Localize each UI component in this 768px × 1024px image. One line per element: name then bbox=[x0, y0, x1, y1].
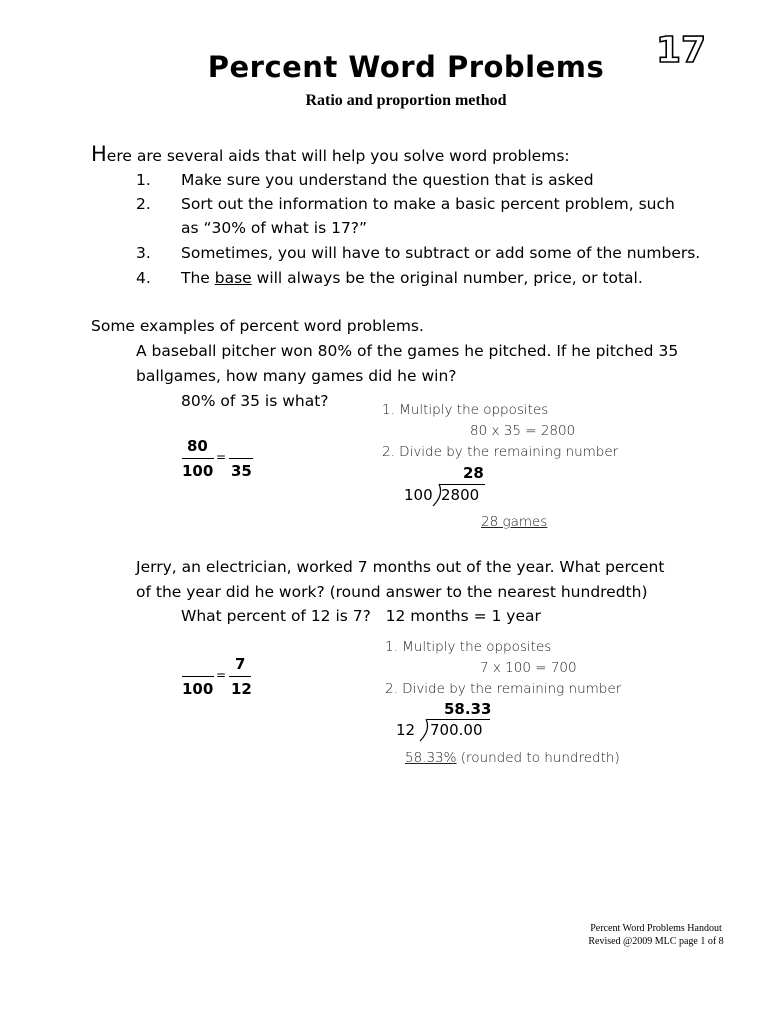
aid-underlined-word: base bbox=[214, 269, 252, 287]
answer bbox=[405, 750, 620, 766]
fraction-numerator: 80 bbox=[187, 437, 208, 455]
problem-question: 80% of 35 is what? bbox=[181, 392, 329, 410]
division-divisor: 100 bbox=[404, 486, 433, 504]
division-bracket bbox=[419, 718, 429, 742]
fraction-numerator: 7 bbox=[235, 655, 246, 673]
problem-line: ballgames, how many games did he win? bbox=[136, 367, 457, 385]
aid-number: 4. bbox=[136, 269, 151, 287]
examples-heading: Some examples of percent word problems. bbox=[91, 317, 424, 335]
problem-question: What percent of 12 is 7? 12 months = 1 year bbox=[181, 607, 541, 625]
page-title: Percent Word Problems bbox=[207, 50, 605, 84]
aid-number: 1. bbox=[136, 171, 151, 189]
fraction-bar bbox=[182, 458, 214, 459]
work-calculation: 80 x 35 = 2800 bbox=[470, 423, 576, 439]
division-quotient: 58.33 bbox=[444, 700, 492, 718]
fraction-denominator: 12 bbox=[231, 680, 252, 698]
aid-text-post: will always be the original number, price, or total. bbox=[251, 269, 643, 287]
answer-note: (rounded to hundredth) bbox=[456, 750, 620, 766]
problem-line: of the year did he work? (round answer to the nearest hundredth) bbox=[136, 583, 648, 601]
division-divisor: 12 bbox=[396, 721, 416, 739]
intro-drop-letter: H bbox=[91, 142, 107, 166]
intro-text bbox=[91, 142, 570, 166]
aid-text: Make sure you understand the question that is asked bbox=[181, 171, 594, 189]
aid-text: Sort out the information to make a basic percent problem, such bbox=[181, 195, 675, 213]
aid-text: Sometimes, you will have to subtract or add some of the numbers. bbox=[181, 244, 701, 262]
answer: 28 games bbox=[481, 514, 548, 530]
footer-revision: Revised @2009 MLC page 1 of 8 bbox=[588, 936, 724, 947]
aid-number: 2. bbox=[136, 195, 151, 213]
equals-sign: = bbox=[216, 668, 227, 682]
fraction-bar bbox=[182, 676, 214, 677]
intro-rest: ere are several aids that will help you solve word problems: bbox=[106, 147, 570, 165]
fraction-bar bbox=[229, 458, 253, 459]
fraction-denominator: 35 bbox=[231, 462, 252, 480]
page-number-badge: 17 bbox=[656, 30, 707, 71]
work-step: 2. Divide by the remaining number bbox=[385, 681, 622, 697]
aid-number: 3. bbox=[136, 244, 151, 262]
answer-value: 58.33% bbox=[405, 750, 457, 766]
work-calculation: 7 x 100 = 700 bbox=[480, 660, 577, 676]
work-step: 2. Divide by the remaining number bbox=[382, 444, 619, 460]
footer-title: Percent Word Problems Handout bbox=[590, 923, 722, 934]
problem-line: A baseball pitcher won 80% of the games he pitched. If he pitched 35 bbox=[136, 342, 679, 360]
work-step: 1. Multiply the opposites bbox=[385, 639, 552, 655]
division-dividend: 700.00 bbox=[430, 721, 483, 739]
division-dividend: 2800 bbox=[441, 486, 480, 504]
equals-sign: = bbox=[216, 450, 227, 464]
division-quotient: 28 bbox=[463, 464, 484, 482]
work-step: 1. Multiply the opposites bbox=[382, 402, 549, 418]
fraction-denominator: 100 bbox=[182, 462, 214, 480]
aid-text-pre: The bbox=[181, 269, 215, 287]
fraction-denominator: 100 bbox=[182, 680, 214, 698]
aid-text bbox=[181, 269, 643, 287]
fraction-bar bbox=[229, 676, 251, 677]
problem-line: Jerry, an electrician, worked 7 months out of the year. What percent bbox=[136, 558, 665, 576]
aid-text-continued: as “30% of what is 17?” bbox=[181, 219, 368, 237]
page-subtitle: Ratio and proportion method bbox=[305, 92, 507, 109]
